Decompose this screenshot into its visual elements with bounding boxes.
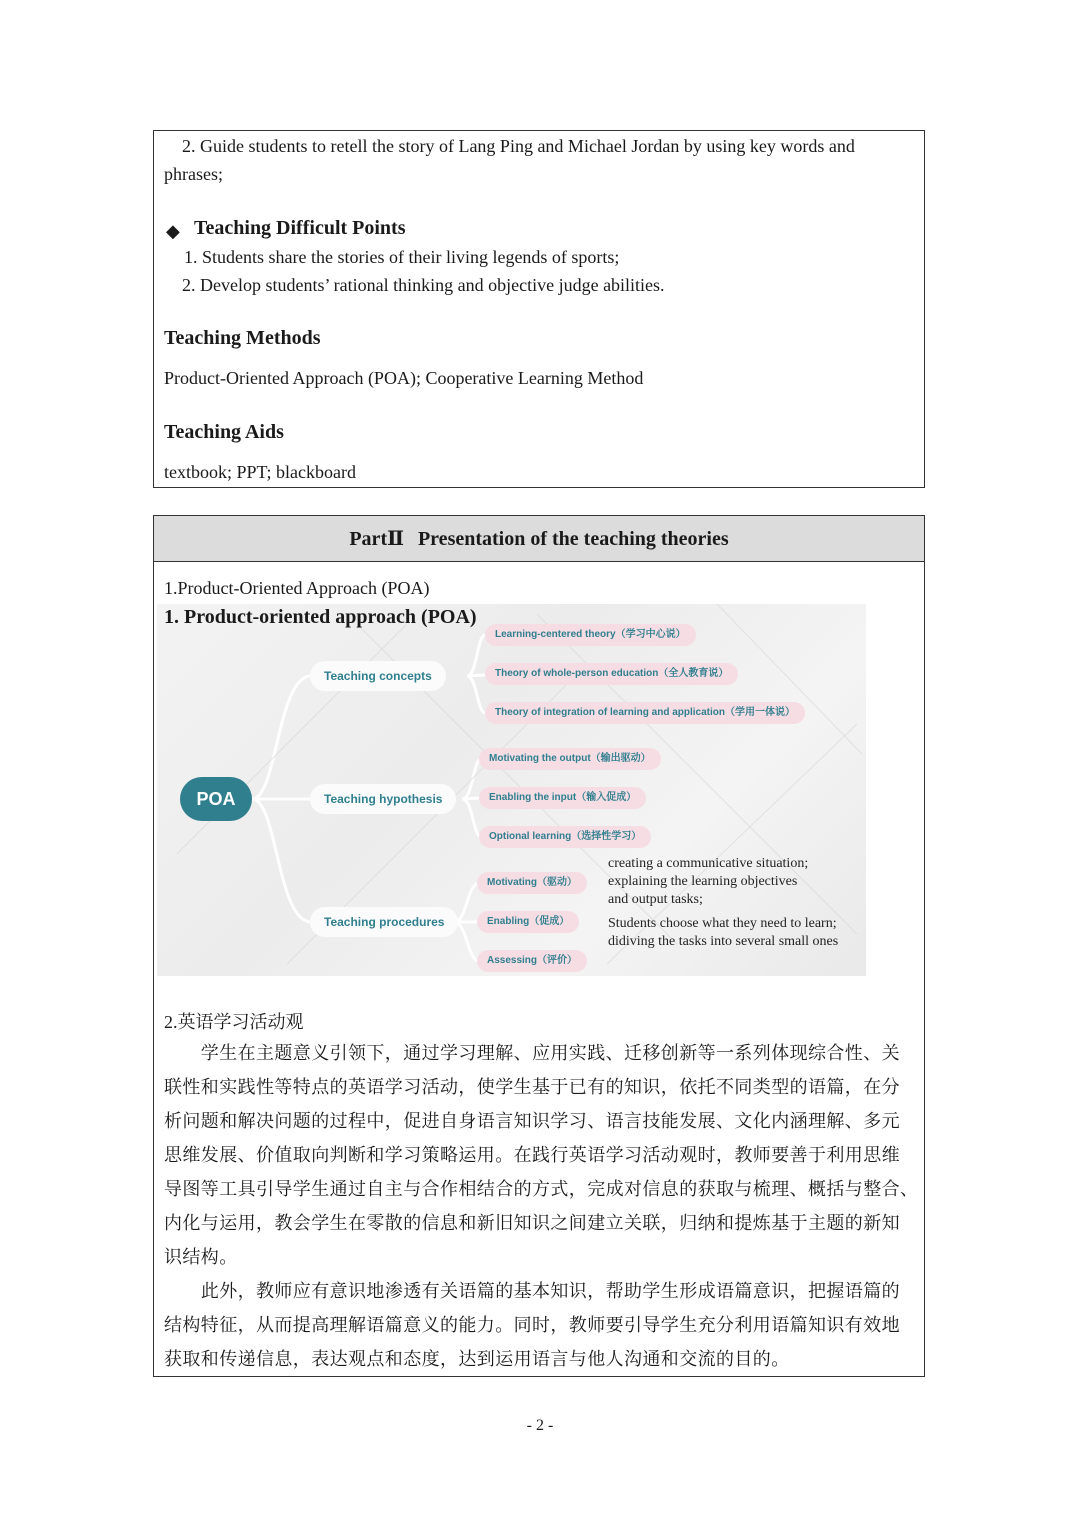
- activity-view-subheading: 2.英语学习活动观: [164, 1012, 304, 1032]
- map-note: explaining the learning objectives: [608, 874, 798, 889]
- leaf-learning-centered: Learning-centered theory（学习中心说）: [485, 624, 696, 646]
- paragraph-line: 导图等工具引导学生通过自主与合作相结合的方式，完成对信息的获取与梳理、概括与整合、: [164, 1179, 919, 1199]
- paragraph-line: 学生在主题意义引领下，通过学习理解、应用实践、迁移创新等一系列体现综合性、关: [164, 1043, 900, 1063]
- paragraph-line: 结构特征，从而提高理解语篇意义的能力。同时，教师要引导学生充分利用语篇知识有效地: [164, 1315, 900, 1335]
- teaching-theories-box: [153, 515, 925, 1377]
- teaching-methods-heading: Teaching Methods: [164, 327, 321, 349]
- map-note: Students choose what they need to learn;: [608, 916, 837, 931]
- teaching-methods-text: Product-Oriented Approach (POA); Cooperative Learning Method: [164, 368, 644, 388]
- poa-mind-map: [157, 604, 866, 976]
- part-title: Presentation of the teaching theories: [417, 528, 729, 550]
- page-number: - 2 -: [526, 1417, 554, 1434]
- paragraph-line: 析问题和解决问题的过程中，促进自身语言知识学习、语言技能发展、文化内涵理解、多元: [164, 1111, 900, 1131]
- teaching-aids-text: textbook; PPT; blackboard: [164, 462, 356, 482]
- map-note: and output tasks;: [608, 892, 703, 907]
- leaf-enabling: Enabling（促成）: [477, 911, 579, 933]
- part-label: PartⅡ: [349, 528, 404, 550]
- leaf-assessing: Assessing（评价）: [477, 950, 587, 972]
- map-note: creating a communicative situation;: [608, 856, 809, 871]
- paragraph-line: 此外，教师应有意识地渗透有关语篇的基本知识，帮助学生形成语篇意识，把握语篇的: [164, 1281, 900, 1301]
- teaching-points-box: [153, 130, 925, 488]
- paragraph-line: 思维发展、价值取向判断和学习策略运用。在践行英语学习活动观时，教师要善于利用思维: [164, 1145, 900, 1165]
- objective-line-1: 2. Guide students to retell the story of Lang Ping and Michael Jordan by using key words and: [182, 136, 855, 156]
- poa-root-node: POA: [180, 777, 252, 821]
- difficult-point-item: 1. Students share the stories of their living legends of sports;: [184, 247, 620, 267]
- objective-line-2: phrases;: [164, 164, 223, 184]
- leaf-whole-person: Theory of whole-person education（全人教育说）: [485, 663, 738, 685]
- diamond-bullet-icon: ◆: [166, 221, 180, 241]
- difficult-point-item: 2. Develop students’ rational thinking and objective judge abilities.: [182, 275, 665, 295]
- leaf-integration: Theory of integration of learning and application（学用一体说）: [485, 702, 805, 724]
- paragraph-line: 获取和传递信息，表达观点和态度，达到运用语言与他人沟通和交流的目的。: [164, 1349, 790, 1369]
- part-header: [154, 516, 924, 562]
- poa-subheading: 1.Product-Oriented Approach (POA): [164, 578, 430, 598]
- node-teaching-concepts: Teaching concepts: [310, 661, 446, 691]
- teaching-aids-heading: Teaching Aids: [164, 421, 284, 443]
- paragraph-line: 识结构。: [164, 1247, 238, 1267]
- leaf-optional-learning: Optional learning（选择性学习）: [479, 826, 651, 848]
- leaf-motivating-output: Motivating the output（输出驱动）: [479, 748, 661, 770]
- leaf-enabling-input: Enabling the input（输入促成）: [479, 787, 646, 809]
- paragraph-line: 联性和实践性等特点的英语学习活动，使学生基于已有的知识，依托不同类型的语篇，在分: [164, 1077, 900, 1097]
- paragraph-line: 内化与运用，教会学生在零散的信息和新旧知识之间建立关联，归纳和提炼基于主题的新知: [164, 1213, 900, 1233]
- mind-map-title: 1. Product-oriented approach (POA): [164, 606, 477, 628]
- leaf-motivating: Motivating（驱动）: [477, 872, 587, 894]
- map-note: didiving the tasks into several small ones: [608, 934, 839, 949]
- difficult-points-heading: Teaching Difficult Points: [194, 217, 406, 239]
- node-teaching-hypothesis: Teaching hypothesis: [310, 784, 456, 814]
- node-teaching-procedures: Teaching procedures: [310, 907, 458, 937]
